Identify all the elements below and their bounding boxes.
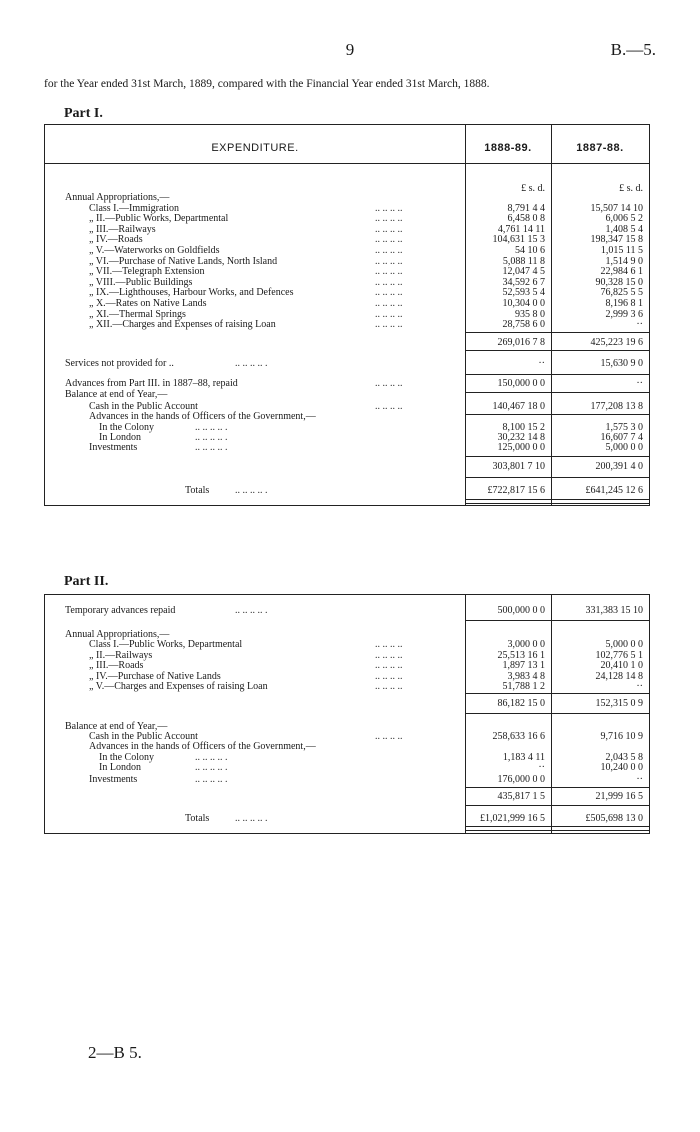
row-label: Balance at end of Year,— xyxy=(65,389,168,400)
row-label: Totals xyxy=(185,485,210,496)
leader-dots: .. .. .. .. xyxy=(375,660,403,672)
row-label: Services not provided for .. xyxy=(65,358,174,369)
row-label: Cash in the Public Account xyxy=(89,731,198,742)
rule-line xyxy=(465,392,649,393)
amount-1888-89: £722,817 15 6 xyxy=(487,485,545,496)
rule-line xyxy=(465,805,649,806)
amount-1887-88: 8,196 8 1 xyxy=(605,298,643,309)
leader-dots: .. .. .. .. xyxy=(375,731,403,742)
column-1888-89: 1888-89. xyxy=(484,142,532,154)
row-label: Advances from Part III. in 1887–88, repaid xyxy=(65,378,238,389)
row-label: Temporary advances repaid xyxy=(65,605,176,616)
amount-1887-88: 1,015 11 5 xyxy=(600,245,643,256)
leader-dots: .. .. .. .. xyxy=(375,670,403,682)
amount-1888-89: 25,513 16 1 xyxy=(497,649,545,661)
leader-dots: .. .. .. .. xyxy=(375,202,403,214)
amount-1888-89: 12,047 4 5 xyxy=(502,266,545,278)
appropriation-class: „ IV.—Roads xyxy=(89,234,143,246)
leader-dots: .. .. .. .. . xyxy=(235,485,268,496)
leader-dots: .. .. .. .. xyxy=(375,308,403,320)
amount-1888-89: £ s. d. xyxy=(521,183,545,194)
amount-1887-88: 2,999 3 6 xyxy=(605,308,643,320)
amount-1888-89: 935 8 0 xyxy=(515,308,545,320)
row-label: Balance at end of Year,— xyxy=(65,721,168,732)
amount-1887-88: 5,000 0 0 xyxy=(605,442,643,453)
amount-1888-89: 104,631 15 3 xyxy=(492,234,545,246)
leader-dots: .. .. .. .. xyxy=(375,234,403,246)
row-label: Totals xyxy=(185,813,210,824)
amount-1888-89: 86,182 15 0 xyxy=(497,698,545,709)
amount-1887-88: 15,507 14 10 xyxy=(590,202,643,214)
leader-dots: .. .. .. .. xyxy=(375,298,403,309)
part-2-table xyxy=(44,594,650,834)
rule-line xyxy=(465,414,649,415)
amount-1888-89: 269,016 7 8 xyxy=(497,337,545,348)
amount-1887-88: 152,315 0 9 xyxy=(595,698,643,709)
section-heading: Annual Appropriations,— xyxy=(65,192,170,203)
amount-1888-89: 150,000 0 0 xyxy=(497,378,545,389)
amount-1888-89: 51,788 1 2 xyxy=(502,681,545,693)
column-1887-88: 1887-88. xyxy=(576,142,624,154)
row-label: Advances in the hands of Officers of the Government,— xyxy=(89,411,316,422)
leader-dots: .. .. .. .. xyxy=(375,266,403,278)
amount-1887-88: 6,006 5 2 xyxy=(605,213,643,225)
leader-dots: .. .. .. .. xyxy=(375,401,403,412)
leader-dots: .. .. .. .. xyxy=(375,319,403,331)
amount-1887-88: 102,776 5 1 xyxy=(595,649,643,661)
rule-line xyxy=(465,456,649,457)
appropriation-class: „ XII.—Charges and Expenses of raising Loan xyxy=(89,319,276,331)
row-label: Annual Appropriations,— xyxy=(65,629,170,640)
amount-1887-88: 22,984 6 1 xyxy=(600,266,643,278)
row-label: Investments xyxy=(89,774,138,785)
row-label: Advances in the hands of Officers of the Government,— xyxy=(89,741,316,752)
appropriation-class: Class I.—Public Works, Departmental xyxy=(89,639,243,650)
amount-1887-88: 24,128 14 8 xyxy=(595,670,643,682)
amount-1887-88: ·· xyxy=(636,378,643,389)
amount-1887-88: 177,208 13 8 xyxy=(590,401,643,412)
amount-1887-88: 20,410 1 0 xyxy=(600,660,643,672)
leader-dots: .. .. .. .. . xyxy=(235,358,268,369)
amount-1888-89: 10,304 0 0 xyxy=(502,298,545,309)
double-rule xyxy=(465,499,649,504)
amount-1888-89: 140,467 18 0 xyxy=(492,401,545,412)
amount-1888-89: £1,021,999 16 5 xyxy=(480,813,545,824)
rule-line xyxy=(465,787,649,788)
rule-line xyxy=(465,477,649,478)
amount-1887-88: ·· xyxy=(636,319,643,331)
amount-1887-88: 5,000 0 0 xyxy=(605,639,643,650)
rule-line xyxy=(465,620,649,621)
appropriation-class: „ VI.—Purchase of Native Lands, North Island xyxy=(89,255,278,267)
row-label: In London xyxy=(99,762,141,773)
amount-1888-89: 30,232 14 8 xyxy=(497,432,545,443)
leader-dots: .. .. .. .. xyxy=(375,378,403,389)
leader-dots: .. .. .. .. xyxy=(375,681,403,693)
amount-1887-88: 90,328 15 0 xyxy=(595,276,643,288)
amount-1887-88: 1,514 9 0 xyxy=(605,255,643,267)
amount-1887-88: 1,408 5 4 xyxy=(605,223,643,235)
appropriation-class: „ IV.—Purchase of Native Lands xyxy=(89,670,221,682)
leader-dots: .. .. .. .. . xyxy=(195,432,228,443)
leader-dots: .. .. .. .. . xyxy=(235,605,268,616)
appropriation-class: „ X.—Rates on Native Lands xyxy=(89,298,207,309)
leader-dots: .. .. .. .. xyxy=(375,639,403,650)
appropriation-class: „ II.—Railways xyxy=(89,649,153,661)
appropriation-class: Class I.—Immigration xyxy=(89,202,179,214)
row-label: Cash in the Public Account xyxy=(89,401,198,412)
amount-1887-88: 331,383 15 10 xyxy=(585,605,643,616)
amount-1887-88: £641,245 12 6 xyxy=(585,485,643,496)
part-1-label: Part I. xyxy=(64,106,103,121)
amount-1888-89: 3,000 0 0 xyxy=(507,639,545,650)
leader-dots: .. .. .. .. xyxy=(375,649,403,661)
amount-1887-88: 198,347 15 8 xyxy=(590,234,643,246)
expenditure-heading: EXPENDITURE. xyxy=(211,142,299,154)
amount-1887-88: 16,607 7 4 xyxy=(600,432,643,443)
rule-line xyxy=(465,332,649,333)
leader-dots: .. .. .. .. xyxy=(375,245,403,256)
amount-1888-89: 5,088 11 8 xyxy=(502,255,545,267)
amount-1887-88: ·· xyxy=(636,774,643,785)
rule-line xyxy=(465,374,649,375)
amount-1888-89: ·· xyxy=(538,762,545,773)
amount-1888-89: 52,593 5 4 xyxy=(502,287,545,299)
amount-1888-89: 303,801 7 10 xyxy=(492,461,545,472)
rule-line xyxy=(465,693,649,694)
appropriation-class: „ IX.—Lighthouses, Harbour Works, and Defences xyxy=(89,287,294,299)
signature-mark: 2—B 5. xyxy=(88,1043,142,1062)
amount-1887-88: 1,575 3 0 xyxy=(605,422,643,433)
amount-1888-89: 6,458 0 8 xyxy=(507,213,545,225)
leader-dots: .. .. .. .. xyxy=(375,287,403,299)
leader-dots: .. .. .. .. . xyxy=(195,752,228,763)
rule-line xyxy=(465,350,649,351)
amount-1887-88: 9,716 10 9 xyxy=(600,731,643,742)
page-number: 9 xyxy=(345,40,355,59)
leader-dots: .. .. .. .. xyxy=(375,223,403,235)
appropriation-class: „ VIII.—Public Buildings xyxy=(89,276,193,288)
leader-dots: .. .. .. .. xyxy=(375,213,403,225)
leader-dots: .. .. .. .. . xyxy=(195,442,228,453)
document-reference: B.—5. xyxy=(610,40,656,59)
amount-1888-89: 8,791 4 4 xyxy=(507,202,545,214)
amount-1888-89: 258,633 16 6 xyxy=(492,731,545,742)
leader-dots: .. .. .. .. . xyxy=(235,813,268,824)
amount-1888-89: 176,000 0 0 xyxy=(497,774,545,785)
amount-1888-89: 8,100 15 2 xyxy=(502,422,545,433)
appropriation-class: „ III.—Roads xyxy=(89,660,144,672)
leader-dots: .. .. .. .. xyxy=(375,276,403,288)
page-subtitle: for the Year ended 31st March, 1889, compared with the Financial Year ended 31st March, 1888. xyxy=(44,78,490,90)
amount-1888-89: 28,758 6 0 xyxy=(502,319,545,331)
amount-1887-88: 15,630 9 0 xyxy=(600,358,643,369)
part-2-label: Part II. xyxy=(64,574,109,589)
part-1-table xyxy=(44,124,650,506)
amount-1887-88: 425,223 19 6 xyxy=(590,337,643,348)
rule-line xyxy=(465,713,649,714)
amount-1888-89: 125,000 0 0 xyxy=(497,442,545,453)
appropriation-class: „ V.—Waterworks on Goldfields xyxy=(89,245,220,256)
double-rule xyxy=(465,826,649,831)
leader-dots: .. .. .. .. . xyxy=(195,774,228,785)
amount-1887-88: 76,825 5 5 xyxy=(600,287,643,299)
amount-1887-88: 10,240 0 0 xyxy=(600,762,643,773)
row-label: In the Colony xyxy=(99,752,154,763)
appropriation-class: „ V.—Charges and Expenses of raising Loan xyxy=(89,681,268,693)
amount-1888-89: 1,183 4 11 xyxy=(502,752,545,763)
appropriation-class: „ VII.—Telegraph Extension xyxy=(89,266,205,278)
row-label: Investments xyxy=(89,442,138,453)
amount-1888-89: 1,897 13 1 xyxy=(502,660,545,672)
appropriation-class: „ III.—Railways xyxy=(89,223,156,235)
amount-1888-89: ·· xyxy=(538,358,545,369)
leader-dots: .. .. .. .. . xyxy=(195,422,228,433)
amount-1887-88: 200,391 4 0 xyxy=(595,461,643,472)
amount-1888-89: 435,817 1 5 xyxy=(497,791,545,802)
appropriation-class: „ XI.—Thermal Springs xyxy=(89,308,186,320)
row-label: In London xyxy=(99,432,141,443)
amount-1888-89: 500,000 0 0 xyxy=(497,605,545,616)
amount-1888-89: 4,761 14 11 xyxy=(497,223,545,235)
amount-1888-89: 54 10 6 xyxy=(515,245,545,256)
leader-dots: .. .. .. .. xyxy=(375,255,403,267)
amount-1887-88: £ s. d. xyxy=(619,183,643,194)
leader-dots: .. .. .. .. . xyxy=(195,762,228,773)
appropriation-class: „ II.—Public Works, Departmental xyxy=(89,213,229,225)
amount-1888-89: 34,592 6 7 xyxy=(502,276,545,288)
amount-1887-88: £505,698 13 0 xyxy=(585,813,643,824)
amount-1888-89: 3,983 4 8 xyxy=(507,670,545,682)
amount-1887-88: 2,043 5 8 xyxy=(605,752,643,763)
row-label: In the Colony xyxy=(99,422,154,433)
amount-1887-88: 21,999 16 5 xyxy=(595,791,643,802)
amount-1887-88: ·· xyxy=(636,681,643,693)
